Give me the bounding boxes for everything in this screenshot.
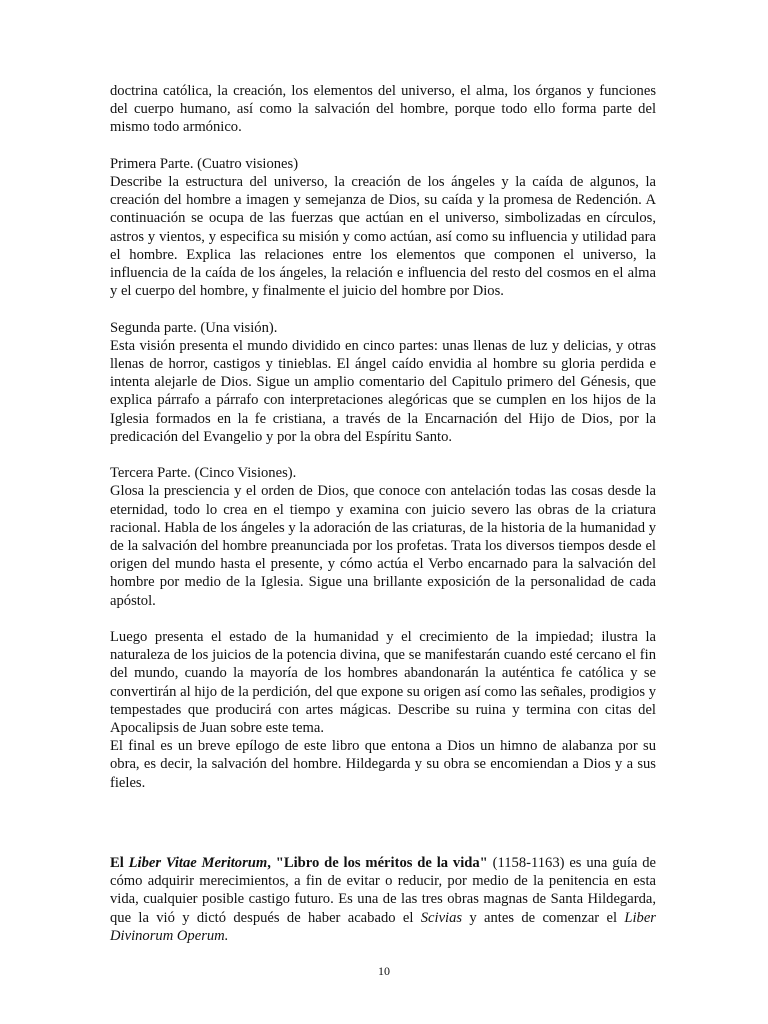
part-1-heading: Primera Parte. (Cuatro visiones) xyxy=(110,155,299,172)
section-part-3 xyxy=(110,464,656,610)
section-part-1 xyxy=(110,155,656,301)
paragraph-liber-vitae xyxy=(110,854,656,945)
paragraph-luego: Luego presenta el estado de la humanidad y el crecimiento de la impiedad; ilustra la naturaleza de los juicios de la potencia divina, que se manifestarán cuando esté cercano el fin del mundo, cuando la mayoría de los hombres abandonarán la auténtica fe católica y se convertirán al hijo de la perdición, del que expone su origen así como las señales, prodigios y tempestades que producirá con artes mágicas. Describe su ruina y termina con citas del Apocalipsis de Juan sobre este tema. xyxy=(110,629,656,737)
part-2-heading: Segunda parte. (Una visión). xyxy=(110,319,278,336)
liber-comma: , xyxy=(267,855,271,872)
document-body xyxy=(110,82,656,963)
liber-divinorum: Liber Divinorum Operum. xyxy=(110,909,656,944)
part-2-text: Esta visión presenta el mundo dividido en cinco partes: unas llenas de luz y delicias, y otras llenas de horror, castigos y tinieblas. El ángel caído envidia al hombre su gloria perdida e intenta alejarle de Dios. Sigue un amplio comentario del Capitulo primero del Génesis, que explica párrafo a párrafo con interpretaciones alegóricas que se cumplen en los hijos de la Iglesia formados en la fe cristiana, a través de la Encarnación del Hijo de Dios, por la predicación del Evangelio y por la obra del Espíritu Santo. xyxy=(110,337,656,445)
liber-title-latin: Liber Vitae Meritorum xyxy=(128,855,268,872)
part-1-text: Describe la estructura del universo, la creación de los ángeles y la caída de algunos, la creación del hombre a imagen y semejanza de Dios, su caída y la promesa de Redención. A continuación se ocupa de las fuerzas que actúan en el universo, simbolizadas en círculos, astros y vientos, y especifica su misión y como actúan, así como su influencia y utilidad para el hombre. Explica las relaciones entre los elementos que componen el universo, la influencia de la caída de los ángeles, la relación e influencia del resto del cosmos en el alma y el cuerpo del hombre, y finalmente el juicio del hombre por Dios. xyxy=(110,174,656,300)
paragraph-intro: doctrina católica, la creación, los elementos del universo, el alma, los órganos y funciones del cuerpo humano, así como la salvación del hombre, porque todo ello forma parte del mismo todo armónico. xyxy=(110,83,656,136)
liber-el: El xyxy=(110,855,124,872)
liber-text-1: (1158-1163) es una guía de cómo adquirir merecimientos, a fin de evitar o reducir, por medio de la penitencia en esta vida, cualquier posible castigo futuro. Es una de las tres obras magnas de Santa Hildegarda, que la vió y dictó después de haber acabado el xyxy=(110,855,656,926)
liber-text-2: y antes de comenzar el xyxy=(469,909,618,926)
paragraph-final: El final es un breve epílogo de este libro que entona a Dios un himno de alabanza por su obra, es decir, la salvación del hombre. Hildegarda y su obra se encomiendan a Dios y a sus fieles. xyxy=(110,738,656,791)
part-3-text: Glosa la presciencia y el orden de Dios, que conoce con antelación todas las cosas desde la eternidad, todo lo crea en el tiempo y examina con juicio severo las obras de la criatura racional. Habla de los ángeles y la adoración de las criaturas, de la historia de la humanidad y de la salvación del hombre preanunciada por los profetas. Trata los diversos tiempos desde el origen del mundo hasta el presente, y cómo actúa el Verbo encarnado para la salvación del hombre por medio de la Iglesia. Sigue una brillante exposición de la personalidad de cada apóstol. xyxy=(110,483,656,609)
liber-title-spanish: "Libro de los méritos de la vida" xyxy=(275,855,488,872)
section-part-2 xyxy=(110,319,656,446)
section-spacer xyxy=(110,810,656,854)
page-number: 10 xyxy=(378,964,390,978)
part-3-heading: Tercera Parte. (Cinco Visiones). xyxy=(110,465,297,482)
liber-scivias: Scivias xyxy=(420,909,463,926)
